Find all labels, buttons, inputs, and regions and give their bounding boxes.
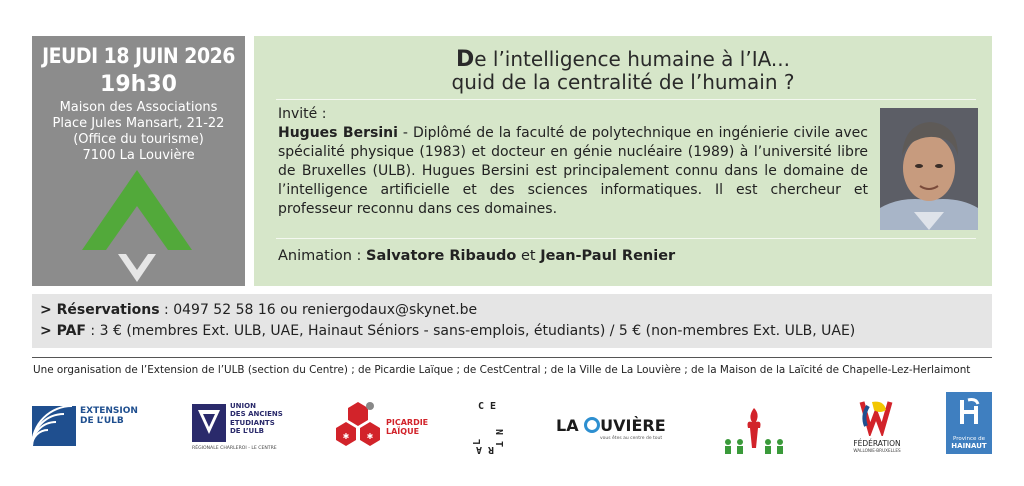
logo-text: vous êtes au centre de tout	[600, 436, 663, 441]
animation-credits	[278, 248, 675, 264]
uae-triangle-icon	[192, 404, 226, 442]
h-symbol-icon	[954, 396, 984, 426]
talk-title	[254, 48, 992, 93]
svg-text:N T: N T	[493, 429, 504, 448]
hainaut-logo	[946, 392, 992, 454]
logo-text: DE L’ULB	[230, 427, 265, 436]
animation-label: Animation :	[278, 248, 367, 264]
venue-line: Place Jules Mansart, 21-22	[52, 116, 225, 131]
guest-label: Invité :	[278, 106, 327, 122]
laicite-torch-logo	[718, 398, 790, 468]
animator-name: Jean-Paul Renier	[540, 248, 676, 264]
ulb-waves-icon	[32, 406, 76, 446]
logo-text: LAÏQUE	[386, 427, 420, 436]
guest-bio	[278, 124, 868, 219]
logo-text: RÉGIONALE CHARLEROI - LE CENTRE	[192, 446, 277, 451]
uae-logo	[192, 392, 302, 462]
paf-line	[40, 323, 855, 339]
picardie-laique-logo	[332, 392, 432, 462]
venue-line: (Office du tourisme)	[73, 132, 204, 147]
guest-bio-text: - Diplômé de la faculté de polytechnique en ingénierie civile avec spécialité physique (1983) et docteur en génie nucléaire (1989) à l’université libre de Bruxelles (ULB). Hugues Bersini est principalement connu dans le domaine de l’intelligence artificielle et des sciences informatiques. Il est chercheur et professeur reconnu dans ces domaines.	[278, 125, 868, 217]
reservations-value: : 0497 52 58 16 ou reniergodaux@skynet.be	[159, 302, 478, 318]
federation-wb-logo	[842, 392, 912, 462]
logo-text: C E	[478, 401, 497, 412]
animator-name: Salvatore Ribaudo	[366, 248, 517, 264]
central-logo	[470, 394, 530, 464]
divider	[276, 99, 976, 100]
title-line-1: e l’intelligence humaine à l’IA...	[474, 47, 791, 71]
svg-text:✱: ✱	[342, 432, 350, 441]
organisers-line: Une organisation de l’Extension de l’ULB (section du Centre) ; de Picardie Laïque ; de CestCentral ; de la Ville de La Louvière ; de la Maison de la Laïcité de Chapelle-Lez-Herlaimont	[33, 364, 971, 376]
event-date: JEUDI 18 JUIN 2026	[42, 44, 235, 68]
paf-value: : 3 € (membres Ext. ULB, UAE, Hainaut Séniors - sans-emplois, étudiants) / 5 € (non-membres Ext. ULB, UAE)	[85, 323, 856, 339]
chevron-logo-icon	[78, 168, 196, 286]
logo-text: UNION	[230, 402, 256, 410]
svg-text:✱: ✱	[366, 432, 374, 441]
logo-text: ETUDIANTS	[230, 418, 275, 427]
paf-label: > PAF	[40, 323, 86, 339]
logo-text: LA	[556, 416, 585, 435]
footer-divider	[32, 357, 992, 358]
reservations-line	[40, 302, 477, 318]
wb-rooster-icon	[856, 396, 896, 436]
practical-info	[32, 294, 992, 348]
svg-text:R A: R A	[475, 444, 494, 455]
event-time: 19h30	[100, 72, 177, 97]
talk-panel	[254, 36, 992, 286]
divider	[276, 238, 976, 239]
logo-text: WALLONIE-BRUXELLES	[853, 448, 901, 453]
title-line-2: quid de la centralité de l’humain ?	[451, 70, 795, 94]
guest-name: Hugues Bersini	[278, 125, 398, 141]
title-initial: D	[455, 47, 475, 72]
logo-text: UVIÈRE	[600, 416, 666, 435]
guest-photo	[880, 108, 978, 230]
la-louviere-logo	[556, 392, 676, 462]
event-venue	[32, 100, 245, 164]
ring-icon	[584, 417, 600, 433]
logo-text: FÉDÉRATION	[853, 439, 901, 448]
logo-text: PICARDIE	[386, 418, 429, 427]
venue-line: 7100 La Louvière	[82, 148, 195, 163]
extension-ulb-logo	[32, 392, 142, 462]
logo-text: HAINAUT	[951, 442, 987, 450]
logo-text: EXTENSION	[80, 406, 138, 416]
hexagon-cluster-icon	[332, 400, 384, 452]
venue-line: Maison des Associations	[59, 100, 218, 115]
svg-text:L: L	[472, 438, 483, 445]
logo-text: Province de	[952, 436, 986, 442]
logo-text: DE L’ULB	[80, 416, 124, 426]
reservations-label: > Réservations	[40, 302, 160, 318]
animation-and: et	[516, 248, 541, 264]
event-info-panel	[32, 36, 245, 286]
logo-text: DES ANCIENS	[230, 410, 283, 419]
